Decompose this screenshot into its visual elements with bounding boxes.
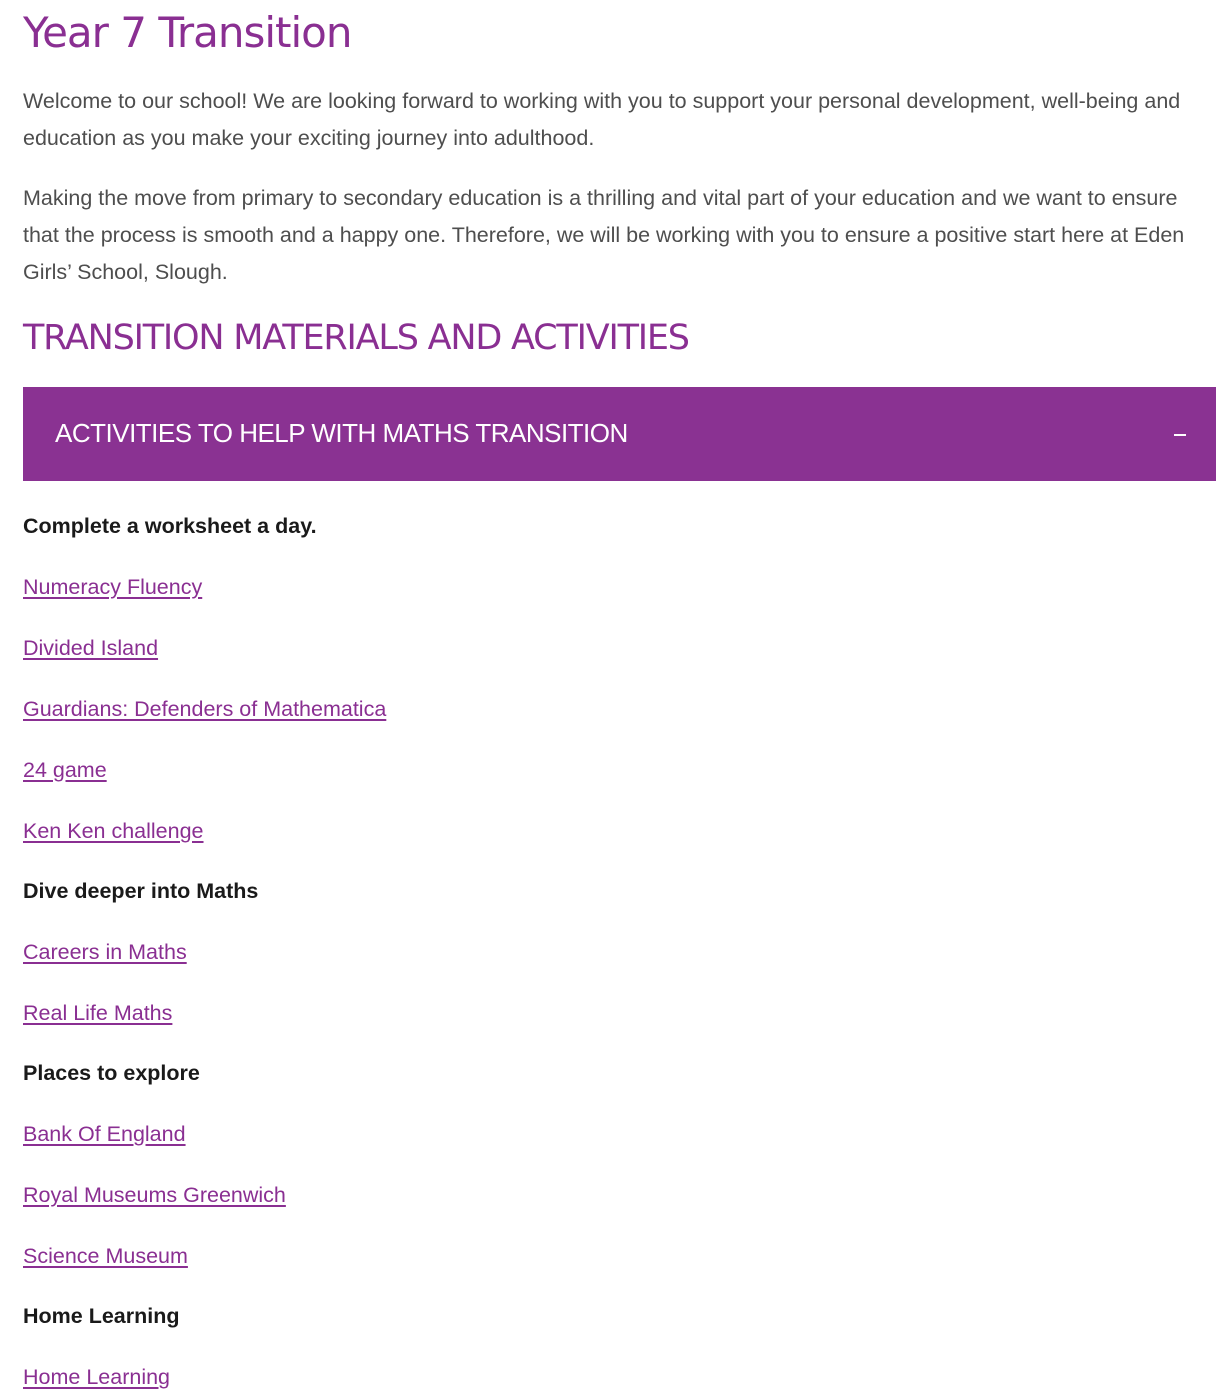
accordion-title: ACTIVITIES TO HELP WITH MATHS TRANSITION [55, 418, 628, 448]
link-ken-ken-challenge[interactable]: Ken Ken challenge [23, 819, 204, 843]
link-divided-island[interactable]: Divided Island [23, 636, 159, 660]
subheading-dive-deeper: Dive deeper into Maths [23, 879, 259, 903]
intro-paragraph-welcome: Welcome to our school! We are looking forward to working with you to support your personal development, well-being and education as you make your exciting journey into adulthood. [23, 89, 1181, 150]
link-bank-of-england[interactable]: Bank Of England [23, 1122, 186, 1146]
link-home-learning[interactable]: Home Learning [23, 1365, 171, 1389]
link-guardians-defenders-of-mathematica[interactable]: Guardians: Defenders of Mathematica [23, 697, 387, 721]
link-24-game[interactable]: 24 game [23, 758, 107, 782]
link-royal-museums-greenwich[interactable]: Royal Museums Greenwich [23, 1183, 286, 1207]
link-science-museum[interactable]: Science Museum [23, 1244, 188, 1268]
section-heading: TRANSITION MATERIALS AND ACTIVITIES [23, 318, 689, 358]
subheading-places-to-explore: Places to explore [23, 1061, 200, 1085]
page-title: Year 7 Transition [23, 8, 352, 57]
link-careers-in-maths[interactable]: Careers in Maths [23, 940, 187, 964]
collapse-icon[interactable] [1174, 434, 1186, 436]
accordion-maths-transition[interactable] [23, 387, 1216, 481]
subheading-home-learning: Home Learning [23, 1304, 180, 1328]
intro-paragraph-transition: Making the move from primary to secondary education is a thrilling and vital part of your education and we want to ensure that the process is smooth and a happy one. Therefore, we will be working with you to ensure a positive start here at Eden Girls’ School, Slough. [23, 186, 1185, 284]
link-numeracy-fluency[interactable]: Numeracy Fluency [23, 575, 203, 599]
subheading-worksheet: Complete a worksheet a day. [23, 514, 317, 538]
link-real-life-maths[interactable]: Real Life Maths [23, 1001, 173, 1025]
